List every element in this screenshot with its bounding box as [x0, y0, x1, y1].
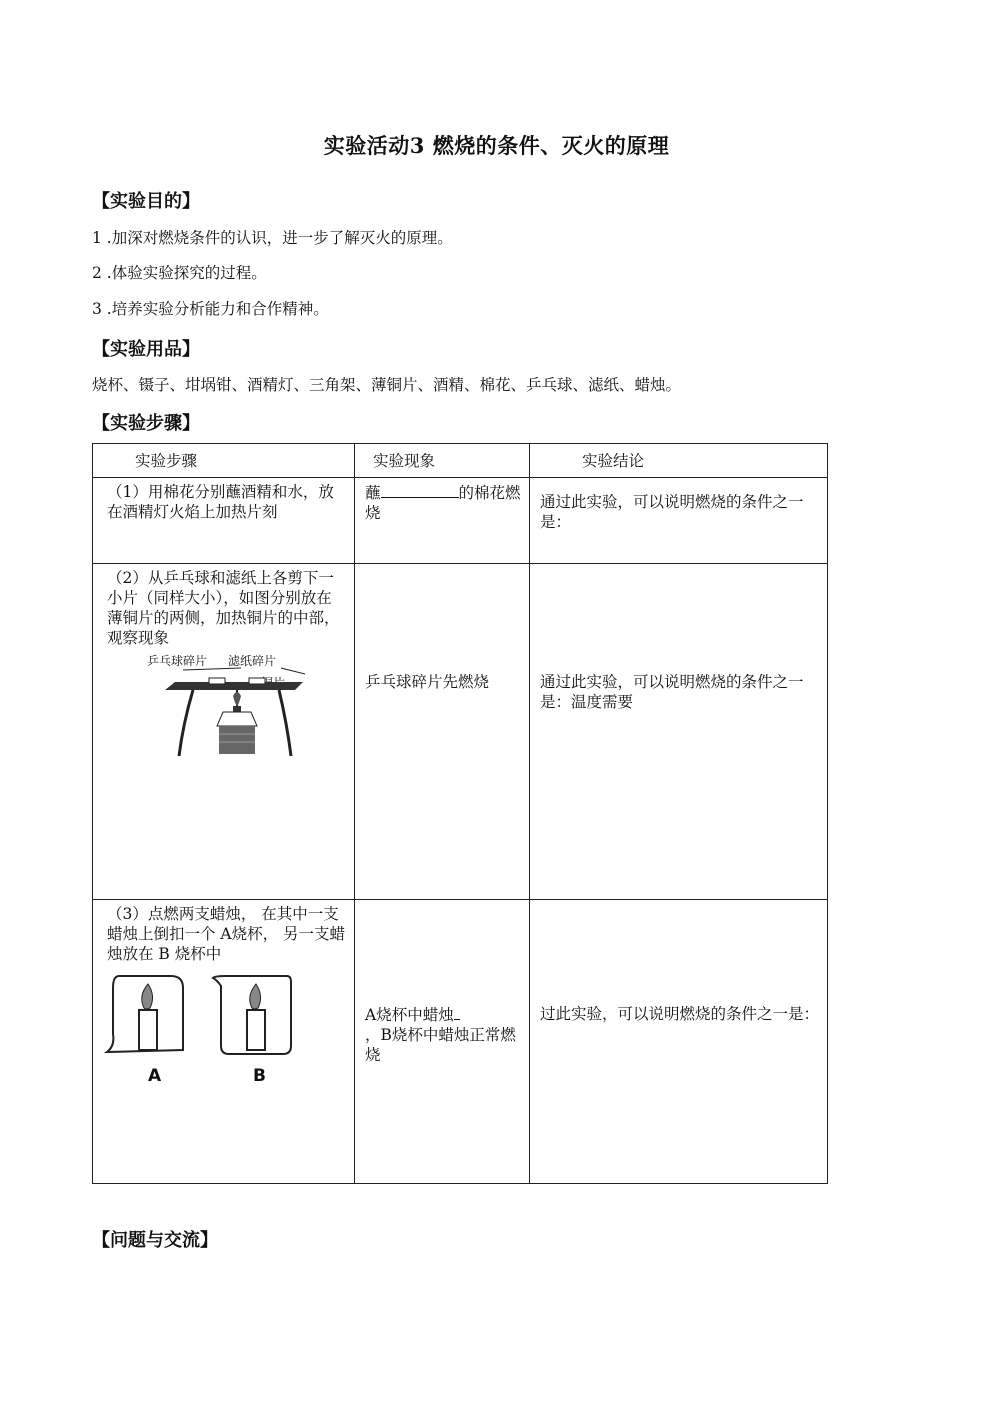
- phenomenon-1: 蘸 的棉花燃烧: [365, 484, 521, 522]
- conclusion-1: 通过此实验，可以说明燃烧的条件之一是：: [540, 493, 804, 531]
- phenomenon-2: 乒乓球碎片先燃烧: [365, 673, 490, 691]
- answer-blank[interactable]: [454, 1004, 460, 1020]
- figure-label-a: A: [148, 1066, 162, 1086]
- table-row: [93, 564, 828, 900]
- phenomenon-3: A烧杯中蜡烛 ，B烧杯中蜡烛正常燃烧: [365, 1006, 516, 1064]
- step-2-text: （2）从乒乓球和滤纸上各剪下一小片（同样大小），如图分别放在薄铜片的两侧，加热铜片的中部，观察现象: [107, 569, 340, 647]
- table-row: [93, 478, 828, 564]
- materials-text: 烧杯、镊子、坩埚钳、酒精灯、三角架、薄铜片、酒精、棉花、乒乓球、滤纸、蜡烛。: [92, 376, 682, 394]
- copper-plate-figure: [93, 652, 354, 782]
- answer-blank[interactable]: [381, 482, 459, 498]
- step-3-text: （3）点燃两支蜡烛， 在其中一支蜡烛上倒扣一个 A烧杯， 另一支蜡烛放在 B 烧杯中: [107, 905, 346, 963]
- document-title: 实验活动3 燃烧的条件、灭火的原理: [323, 133, 670, 158]
- purpose-heading: 【实验目的】: [92, 191, 200, 212]
- conclusion-2: 通过此实验，可以说明燃烧的条件之一是：温度需要: [540, 673, 804, 711]
- purpose-item-2: 2 .体验实验探究的过程。: [92, 264, 267, 282]
- header-conclusion: 实验结论: [530, 444, 828, 478]
- table-header-row: [93, 444, 828, 478]
- steps-heading: 【实验步骤】: [92, 413, 200, 434]
- header-phenomenon: 实验现象: [355, 444, 530, 478]
- candle-beaker-icon: [101, 970, 301, 1066]
- tripod-burner-icon: [153, 664, 353, 784]
- table-row: [93, 900, 828, 1184]
- step-1-text: （1）用棉花分别蘸酒精和水，放在酒精灯火焰上加热片刻: [107, 483, 334, 521]
- purpose-item-1: 1 .加深对燃烧条件的认识，进一步了解灭火的原理。: [92, 229, 453, 247]
- purpose-item-3: 3 .培养实验分析能力和合作精神。: [92, 300, 329, 318]
- conclusion-3: 过此实验，可以说明燃烧的条件之一是：: [540, 1005, 820, 1023]
- header-step: 实验步骤: [93, 444, 355, 478]
- figure-label-filter-paper: 滤纸碎片: [228, 654, 277, 668]
- experiment-table: [92, 443, 828, 1184]
- figure-label-b: B: [253, 1066, 266, 1086]
- materials-heading: 【实验用品】: [92, 339, 200, 360]
- discussion-heading: 【问题与交流】: [92, 1230, 218, 1251]
- candle-beaker-figure: [93, 970, 354, 1100]
- figure-label-pingpong: 乒乓球碎片: [147, 654, 208, 668]
